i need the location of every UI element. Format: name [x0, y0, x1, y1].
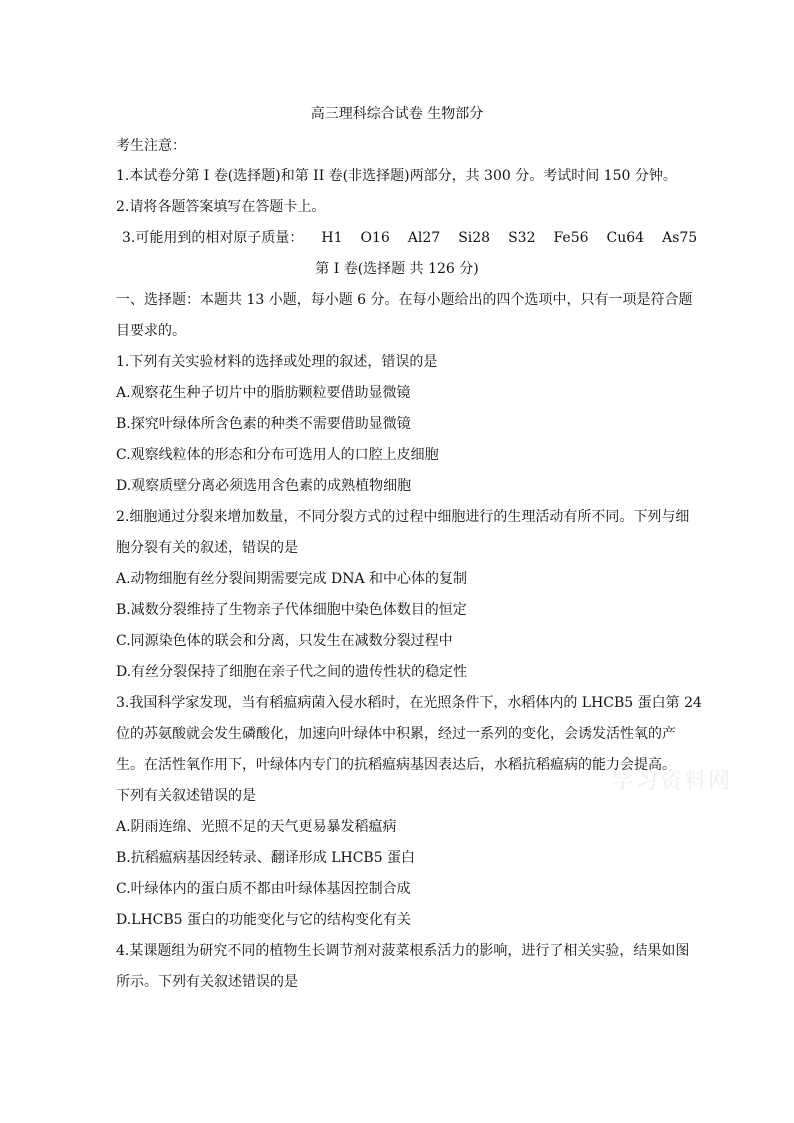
question-4-stem: 所示。下列有关叙述错误的是	[116, 974, 298, 990]
page-title: 高三理科综合试卷 生物部分	[310, 106, 484, 122]
notice-item-2: 2.请将各题答案填写在答题卡上。	[116, 199, 326, 215]
atomic-mass-item: O16	[360, 230, 390, 246]
question-3-option-b: B.抗稻瘟病基因经转录、翻译形成 LHCB5 蛋白	[116, 850, 416, 866]
question-1-option-c: C.观察线粒体的形态和分布可选用人的口腔上皮细胞	[116, 447, 439, 463]
question-2-option-b: B.减数分裂维持了生物亲子代体细胞中染色体数目的恒定	[116, 602, 467, 618]
atomic-mass-item: S32	[508, 230, 536, 246]
section-intro-line: 一、选择题：本题共 13 小题，每小题 6 分。在每小题给出的四个选项中，只有一项是符合题	[116, 292, 693, 308]
question-2-option-c: C.同源染色体的联会和分离，只发生在减数分裂过程中	[116, 633, 453, 649]
question-1-stem: 1.下列有关实验材料的选择或处理的叙述，错误的是	[116, 354, 438, 370]
question-3-option-c: C.叶绿体内的蛋白质不都由叶绿体基因控制合成	[116, 881, 411, 897]
atomic-mass-line	[116, 229, 697, 247]
question-3-stem: 下列有关叙述错误的是	[116, 788, 256, 804]
question-2-option-d: D.有丝分裂保持了细胞在亲子代之间的遗传性状的稳定性	[116, 664, 468, 680]
notice-heading: 考生注意：	[116, 138, 186, 154]
question-2-option-a: A.动物细胞有丝分裂间期需要完成 DNA 和中心体的复制	[116, 571, 468, 587]
atomic-mass-item: Fe56	[553, 230, 589, 246]
question-3-stem: 生。在活性氧作用下，叶绿体内专门的抗稻瘟病基因表达后，水稻抗稻瘟病的能力会提高。	[116, 757, 676, 773]
notice-item-1: 1.本试卷分第 I 卷(选择题)和第 II 卷(非选择题)两部分，共 300 分。考试时间 150 分钟。	[116, 168, 677, 184]
watermark: 学习资料网	[612, 769, 733, 794]
question-1-option-a: A.观察花生种子切片中的脂肪颗粒要借助显微镜	[116, 385, 411, 401]
atomic-mass-item: As75	[662, 230, 698, 246]
section-intro-line: 目要求的。	[116, 323, 186, 339]
question-1-option-b: B.探究叶绿体所含色素的种类不需要借助显微镜	[116, 416, 411, 432]
atomic-mass-item: Si28	[458, 230, 491, 246]
atomic-mass-item: Al27	[407, 230, 441, 246]
question-3-option-d: D.LHCB5 蛋白的功能变化与它的结构变化有关	[116, 912, 412, 928]
atomic-mass-item: Cu64	[606, 230, 645, 246]
question-3-option-a: A.阴雨连绵、光照不足的天气更易暴发稻瘟病	[116, 819, 397, 835]
question-2-stem: 胞分裂有关的叙述，错误的是	[116, 540, 298, 556]
question-1-option-d: D.观察质壁分离必须选用含色素的成熟植物细胞	[116, 478, 412, 494]
section-title: 第 I 卷(选择题 共 126 分)	[315, 261, 479, 277]
question-2-stem: 2.细胞通过分裂来增加数量，不同分裂方式的过程中细胞进行的生理活动有所不同。下列与细	[116, 509, 690, 525]
question-3-stem: 3.我国科学家发现，当有稻瘟病菌入侵水稻时，在光照条件下，水稻体内的 LHCB5 蛋白第 24	[116, 695, 702, 711]
atomic-mass-label: 3.可能用到的相对原子质量：	[122, 230, 304, 246]
atomic-mass-item: H1	[321, 230, 343, 246]
question-3-stem: 位的苏氨酸就会发生磷酸化，加速向叶绿体中积累，经过一系列的变化，会诱发活性氧的产	[116, 726, 676, 742]
question-4-stem: 4.某课题组为研究不同的植物生长调节剂对菠菜根系活力的影响，进行了相关实验，结果如图	[116, 943, 690, 959]
